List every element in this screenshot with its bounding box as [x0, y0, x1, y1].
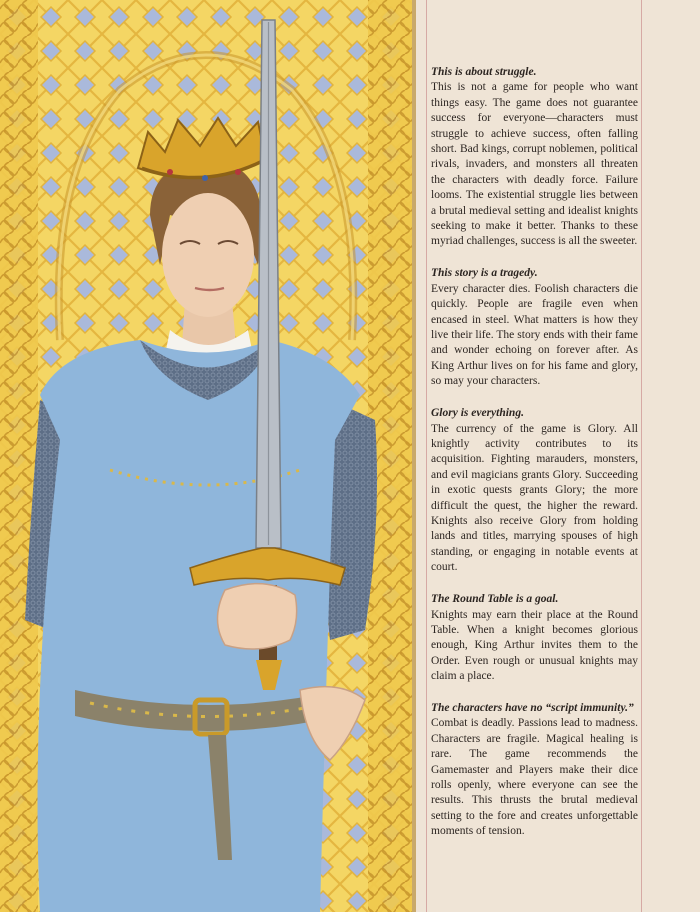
section-body: The currency of the game is Glory. All knightly activity contributes to its acquisition. Fighting marauders, monsters, and evil magicians grants Glory. Succeeding in exotic quests grants Glory; the more difficult the quest, the higher the reward. Knights also receive Glory from holding lands and titles, marrying spouses of high standing, or engaging in notable events at court. [431, 422, 638, 574]
section-heading: This story is a tragedy. [431, 267, 538, 280]
section-heading: The characters have no “script immunity.” [431, 702, 634, 715]
section-heading: The Round Table is a goal. [431, 593, 559, 606]
section-body: This is not a game for people who want things easy. The game does not guarantee success for everyone—characters must struggle to achieve success, often falling short. Bad kings, corrupt noblemen, political rivals, invaders, and monsters all threaten the characters with deadly force. Failure looms. The existential struggle lies between a brutal medieval setting and idealist knights seeking to make it better. Thanks to these myriad challenges, success is all the sweeter. [431, 81, 638, 248]
section-script-immunity [431, 701, 638, 840]
gold-border-divider [412, 0, 416, 912]
section-tragedy [431, 266, 638, 389]
margin-rule-left [426, 0, 427, 912]
section-round-table [431, 592, 638, 684]
section-body: Combat is deadly. Passions lead to madness. Characters are fragile. Magical healing is rare. The game recommends the Gamemaster and Players make their dice rolls openly, where everyone can see the results. This thrusts the brutal medieval setting to the fore and creates unforgettable moments of tension. [431, 717, 638, 838]
section-glory [431, 406, 638, 575]
section-heading: This is about struggle. [431, 66, 537, 78]
text-column [431, 65, 638, 856]
section-heading: Glory is everything. [431, 407, 524, 420]
section-body: Knights may earn their place at the Round Table. When a knight becomes glorious enough, King Arthur invites them to the Order. Even rough or unusual knights may claim a place. [431, 608, 638, 683]
margin-rule-right [641, 0, 642, 912]
section-struggle [431, 65, 638, 250]
section-body: Every character dies. Foolish characters die quickly. People are fragile even when encased in steel. What matters is how they live their life. The story ends with their fame and wonder echoing on forever after. As King Arthur lives on for his fame and glory, so may your characters. [431, 282, 638, 388]
